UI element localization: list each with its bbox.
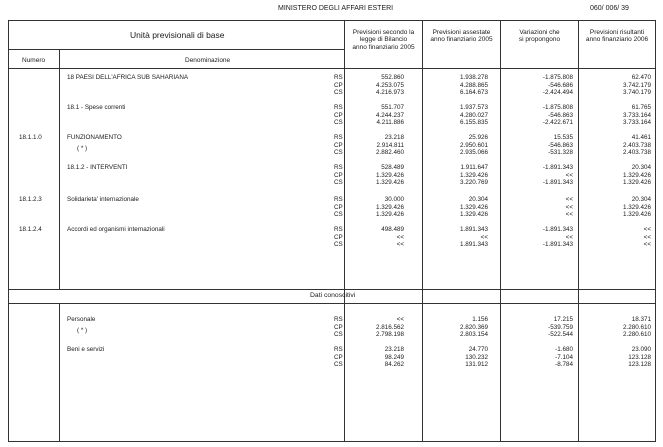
row-denomination: 18.1 - Spese correnti bbox=[67, 104, 126, 111]
row-type-code: CS bbox=[334, 361, 343, 368]
col1-header bbox=[345, 29, 422, 51]
row-value: 23.218 bbox=[384, 346, 404, 353]
row-value: 2.935.066 bbox=[459, 149, 488, 156]
row-value: -546.686 bbox=[548, 81, 573, 89]
row-note-marker: ( * ) bbox=[77, 327, 88, 334]
row-value: 4.280.027 bbox=[459, 111, 488, 119]
row-value: << bbox=[643, 241, 651, 248]
col1-header-line: anno finanziario 2005 bbox=[352, 43, 415, 51]
row-value: 2.816.562 bbox=[375, 323, 404, 331]
row-value: 41.461 bbox=[631, 134, 651, 141]
row-value: 2.403.738 bbox=[622, 149, 651, 156]
row-value: << bbox=[643, 233, 651, 241]
right-border bbox=[655, 20, 656, 441]
row-value: 2.280.610 bbox=[622, 331, 651, 338]
row-type-code: CP bbox=[334, 141, 343, 149]
row-denomination: 18 PAESI DELL'AFRICA SUB SAHARIANA bbox=[67, 74, 189, 81]
row-value: << bbox=[643, 226, 651, 233]
row-value: 1.329.426 bbox=[375, 203, 404, 211]
table-bottom-border bbox=[8, 441, 656, 442]
header-bottom-border bbox=[8, 68, 656, 69]
row-value: 130.232 bbox=[465, 353, 488, 361]
row-value: 4.211.886 bbox=[376, 119, 404, 126]
row-type-code: RS bbox=[334, 226, 343, 233]
row-type-code: CS bbox=[334, 331, 343, 338]
row-value: << bbox=[565, 203, 573, 211]
row-value: 2.820.369 bbox=[459, 323, 488, 331]
col2-header bbox=[423, 29, 500, 44]
col2-header-line: Previsioni assestate bbox=[432, 29, 491, 36]
row-type-code: CP bbox=[334, 171, 343, 179]
row-type-code: RS bbox=[334, 104, 343, 111]
col4-header-line: Previsioni risultanti bbox=[589, 29, 645, 36]
row-value: 18.371 bbox=[631, 316, 651, 323]
row-value: 551.707 bbox=[381, 104, 404, 111]
row-value: 1.891.343 bbox=[459, 226, 488, 233]
row-value: 528.489 bbox=[381, 164, 404, 171]
row-value: 3.733.164 bbox=[622, 119, 651, 126]
row-value: 23.218 bbox=[384, 134, 404, 141]
row-value: -8.784 bbox=[555, 361, 573, 368]
row-type-code: CP bbox=[334, 111, 343, 119]
row-value: << bbox=[565, 211, 573, 218]
row-value: -1.891.343 bbox=[542, 226, 573, 233]
row-value: 30.000 bbox=[384, 196, 404, 203]
row-value: 17.215 bbox=[553, 316, 573, 323]
col4-divider bbox=[578, 20, 579, 441]
row-type-code: CS bbox=[334, 241, 343, 248]
row-type-code: CP bbox=[334, 353, 343, 361]
row-type-code: RS bbox=[334, 164, 343, 171]
row-type-code: CS bbox=[334, 89, 343, 96]
row-value: -1.875.808 bbox=[542, 74, 573, 81]
row-value: -2.424.494 bbox=[542, 89, 573, 96]
dati-title: Dati conoscitivi bbox=[310, 292, 356, 299]
row-value: << bbox=[396, 241, 404, 248]
row-value: -539.759 bbox=[548, 323, 573, 331]
col3-header-line: si propongono bbox=[518, 36, 561, 44]
row-value: 2.798.198 bbox=[375, 331, 404, 338]
row-value: 1.329.426 bbox=[622, 179, 651, 186]
row-type-code: CP bbox=[334, 323, 343, 331]
row-value: 2.803.154 bbox=[459, 331, 488, 338]
row-value: 61.765 bbox=[631, 104, 651, 111]
row-value: << bbox=[396, 233, 404, 241]
row-denomination: Accordi ed organismi internazionali bbox=[67, 226, 165, 233]
row-value: 1.329.426 bbox=[375, 171, 404, 179]
row-value: 4.244.237 bbox=[375, 111, 404, 119]
row-type-code: CP bbox=[334, 203, 343, 211]
row-value: 1.329.426 bbox=[459, 211, 488, 218]
row-value: 1.329.426 bbox=[459, 203, 488, 211]
row-value: -522.544 bbox=[548, 331, 573, 338]
row-type-code: CS bbox=[334, 119, 343, 126]
row-type-code: RS bbox=[334, 196, 343, 203]
unit-title: Unità previsionali di base bbox=[130, 30, 225, 40]
row-value: 3.740.179 bbox=[622, 89, 651, 96]
row-type-code: CP bbox=[334, 233, 343, 241]
row-value: 3.220.769 bbox=[459, 179, 488, 186]
row-value: 498.489 bbox=[381, 226, 404, 233]
col3-header bbox=[501, 29, 578, 44]
row-value: -1.875.808 bbox=[542, 104, 573, 111]
row-value: 1.938.278 bbox=[459, 74, 488, 81]
row-type-code: RS bbox=[334, 316, 343, 323]
row-value: -531.328 bbox=[548, 149, 573, 156]
row-value: 123.128 bbox=[628, 353, 651, 361]
row-value: 3.742.179 bbox=[622, 81, 651, 89]
row-value: 4.253.075 bbox=[375, 81, 404, 89]
col2-header-line: anno finanziario 2005 bbox=[430, 36, 493, 44]
row-type-code: RS bbox=[334, 134, 343, 141]
row-denomination: Personale bbox=[67, 316, 96, 323]
row-value: 2.950.601 bbox=[459, 141, 488, 149]
row-value: 6.164.673 bbox=[459, 89, 488, 96]
row-value: 4.216.973 bbox=[375, 89, 404, 96]
row-value: << bbox=[565, 196, 573, 203]
row-numero: 18.1.2.4 bbox=[19, 226, 42, 233]
dati-top-border bbox=[8, 289, 656, 290]
row-denomination: Beni e servizi bbox=[67, 346, 105, 353]
col1-header-line: Previsioni secondo la bbox=[352, 29, 415, 36]
row-value: 552.860 bbox=[381, 74, 404, 81]
row-value: 1.329.426 bbox=[375, 211, 404, 218]
row-value: 123.128 bbox=[628, 361, 651, 368]
row-denomination: FUNZIONAMENTO bbox=[67, 134, 122, 141]
row-value: 4.288.865 bbox=[459, 81, 488, 89]
row-value: -1.680 bbox=[555, 346, 573, 353]
row-value: 131.912 bbox=[465, 361, 488, 368]
row-value: << bbox=[565, 233, 573, 241]
dati-bottom-border bbox=[8, 303, 656, 304]
row-value: -546.863 bbox=[548, 111, 573, 119]
row-value: 1.891.343 bbox=[459, 241, 488, 248]
denominazione-header: Denominazione bbox=[185, 57, 231, 64]
row-value: 1.911.647 bbox=[460, 164, 488, 171]
row-type-code: RS bbox=[334, 74, 343, 81]
row-type-code: CP bbox=[334, 81, 343, 89]
col4-header bbox=[579, 29, 655, 44]
row-value: 2.882.460 bbox=[375, 149, 404, 156]
row-value: 62.470 bbox=[631, 74, 651, 81]
row-note-marker: ( * ) bbox=[77, 145, 88, 152]
col1-divider bbox=[344, 20, 345, 441]
row-value: 15.535 bbox=[553, 134, 573, 141]
row-value: -1.891.343 bbox=[542, 179, 573, 186]
row-value: 24.770 bbox=[468, 346, 488, 353]
numero-divider bbox=[59, 49, 60, 289]
row-numero: 18.1.1.0 bbox=[19, 134, 42, 141]
row-value: -2.422.671 bbox=[542, 119, 573, 126]
ministry-title: MINISTERO DEGLI AFFARI ESTERI bbox=[278, 5, 394, 12]
col4-header-line: anno finanziario 2006 bbox=[585, 36, 649, 44]
row-value: 1.329.426 bbox=[622, 171, 651, 179]
row-value: 1.156 bbox=[472, 316, 488, 323]
row-type-code: CS bbox=[334, 149, 343, 156]
row-type-code: CS bbox=[334, 211, 343, 218]
row-value: 98.249 bbox=[384, 353, 404, 361]
row-value: 2.403.738 bbox=[622, 141, 651, 149]
row-value: 6.155.835 bbox=[459, 119, 488, 126]
numero-header: Numero bbox=[22, 57, 46, 64]
row-value: 20.304 bbox=[631, 164, 651, 171]
row-type-code: CS bbox=[334, 179, 343, 186]
row-value: -1.891.343 bbox=[542, 241, 573, 248]
row-value: 1.329.426 bbox=[622, 211, 651, 218]
row-value: 84.262 bbox=[384, 361, 404, 368]
row-value: 1.329.426 bbox=[375, 179, 404, 186]
row-denomination: 18.1.2 - INTERVENTI bbox=[67, 164, 128, 171]
left-border bbox=[8, 20, 9, 441]
row-denomination: Solidarieta' internazionale bbox=[67, 196, 139, 203]
row-value: -546.863 bbox=[548, 141, 573, 149]
row-value: 1.937.573 bbox=[459, 104, 488, 111]
row-value: 23.090 bbox=[631, 346, 651, 353]
row-numero: 18.1.2.3 bbox=[19, 196, 42, 203]
row-value: << bbox=[480, 233, 488, 241]
numero-divider-lower bbox=[59, 303, 60, 441]
col1-header-line: legge di Bilancio bbox=[359, 36, 408, 44]
row-value: -1.891.343 bbox=[542, 164, 573, 171]
col3-divider bbox=[500, 20, 501, 441]
row-type-code: RS bbox=[334, 346, 343, 353]
row-value: 20.304 bbox=[468, 196, 488, 203]
row-value: 1.329.426 bbox=[459, 171, 488, 179]
row-value: -7.104 bbox=[555, 353, 573, 361]
row-value: << bbox=[396, 316, 404, 323]
col2-divider bbox=[422, 20, 423, 441]
row-value: 2.280.610 bbox=[622, 323, 651, 331]
row-value: 3.733.164 bbox=[622, 111, 651, 119]
row-value: 20.304 bbox=[631, 196, 651, 203]
col3-header-line: Variazioni che bbox=[519, 29, 560, 36]
row-value: << bbox=[565, 171, 573, 179]
row-value: 2.914.811 bbox=[376, 141, 404, 149]
row-value: 1.329.426 bbox=[622, 203, 651, 211]
table-top-border bbox=[8, 20, 656, 21]
page-reference: 060/ 006/ 39 bbox=[590, 5, 629, 12]
row-value: 25.926 bbox=[468, 134, 488, 141]
